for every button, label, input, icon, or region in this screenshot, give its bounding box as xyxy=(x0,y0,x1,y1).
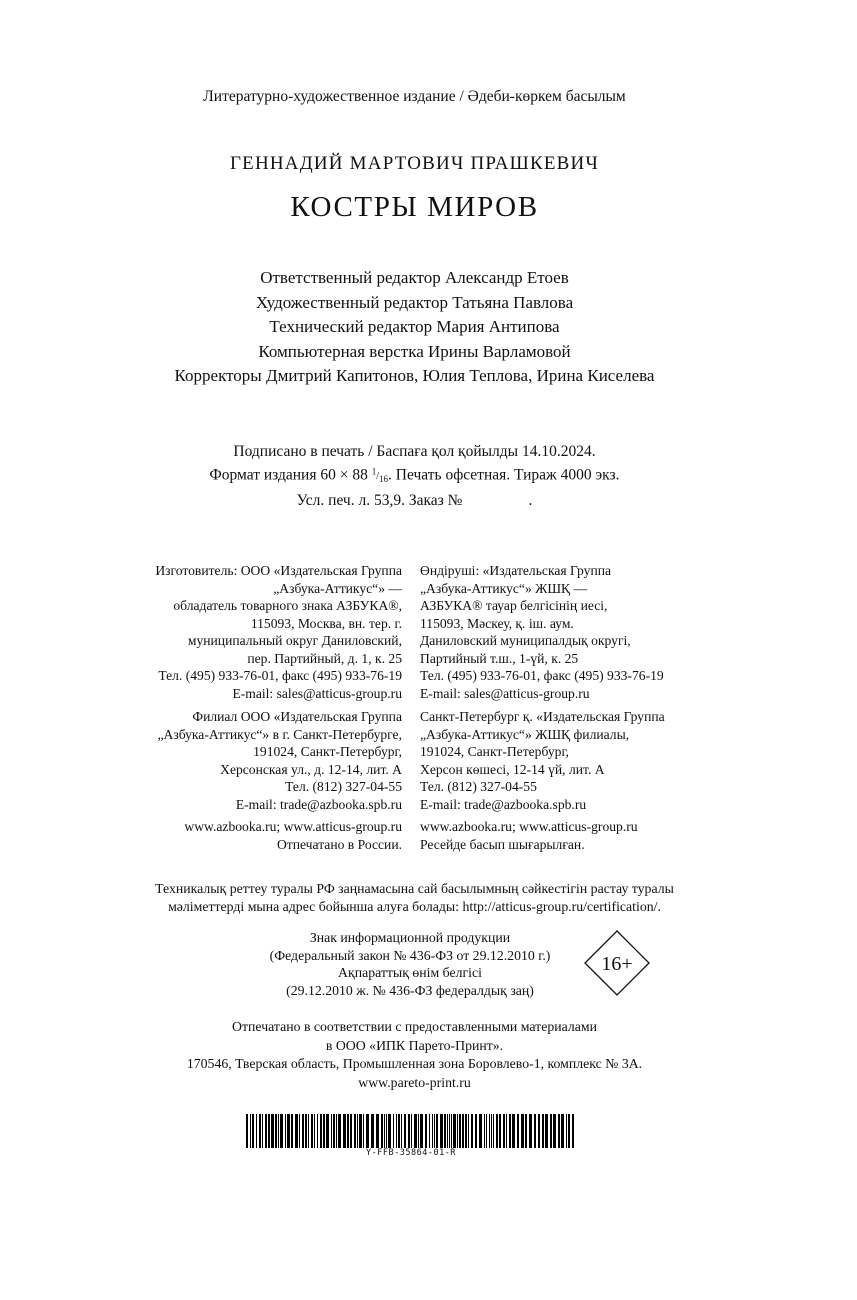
barcode-bar xyxy=(299,1114,300,1148)
barcode-bar xyxy=(568,1114,570,1148)
barcode-bar xyxy=(268,1114,270,1148)
barcode-bar xyxy=(386,1114,387,1148)
web-kz-line: Ресейде басып шығарылған. xyxy=(420,836,585,852)
web-kz-line: www.azbooka.ru; www.atticus-group.ru xyxy=(420,819,638,834)
barcode-bar xyxy=(538,1114,540,1148)
barcode-bar xyxy=(278,1114,279,1148)
branch-ru-line: 191024, Санкт-Петербург, xyxy=(253,744,402,759)
barcode-bar xyxy=(287,1114,290,1148)
barcode-bar xyxy=(411,1114,412,1148)
branch-ru-line: Тел. (812) 327-04-55 xyxy=(285,779,402,794)
barcode-bar xyxy=(545,1114,548,1148)
credits-block xyxy=(0,266,829,389)
barcode-bar xyxy=(521,1114,524,1148)
barcode-bar xyxy=(534,1114,536,1148)
format-denominator: 16 xyxy=(379,474,389,485)
manufacturer-kz-line: Тел. (495) 933-76-01, факс (495) 933-76-19 xyxy=(420,668,664,683)
barcode-bar xyxy=(262,1114,263,1148)
barcode-bar xyxy=(311,1114,313,1148)
barcode-bar xyxy=(343,1114,346,1148)
barcode-bar xyxy=(553,1114,556,1148)
manufacturer-ru-line: Тел. (495) 933-76-01, факс (495) 933-76-19 xyxy=(158,668,402,683)
barcode-bar xyxy=(517,1114,519,1148)
manufacturer-kz-line: АЗБУКА® тауар белгісінің иесі, xyxy=(420,598,608,613)
tech-regulation-line: мәліметтерді мына адрес бойынша алуға болады: http://atticus-group.ru/certification/. xyxy=(168,899,661,914)
branch-kz-line: Санкт-Петербург қ. «Издательская Группа xyxy=(420,709,665,724)
format-numerator: 1 xyxy=(371,467,377,477)
barcode-bar xyxy=(302,1114,304,1148)
branch-kz-line: 191024, Санкт-Петербург, xyxy=(420,744,569,759)
barcode-bar xyxy=(425,1114,427,1148)
manufacturer-ru-line: обладатель товарного знака АЗБУКА®, xyxy=(173,598,402,613)
barcode-bar xyxy=(496,1114,498,1148)
credit-line: Корректоры Дмитрий Капитонов, Юлия Теплова, Ирина Киселева xyxy=(174,366,655,385)
barcode-bar xyxy=(363,1114,364,1148)
barcode-bar xyxy=(371,1114,374,1148)
barcode-bar xyxy=(451,1114,452,1148)
barcode-bar xyxy=(493,1114,494,1148)
branch-ru-line: E-mail: trade@azbooka.spb.ru xyxy=(235,796,402,812)
barcode-bar xyxy=(366,1114,369,1148)
manufacturer-ru-line: Изготовитель: ООО «Издательская Группа xyxy=(155,563,402,578)
barcode-code: Y-FFB-35864-01-R xyxy=(366,1148,456,1158)
web-kz xyxy=(420,818,760,853)
order-end: . xyxy=(528,492,533,510)
barcode-bar xyxy=(317,1114,318,1148)
format-suffix: . Печать офсетная. Тираж 4000 экз. xyxy=(388,466,620,484)
manufacturer-ru-line: E-mail: sales@atticus-group.ru xyxy=(232,685,402,701)
branch-ru-line: „Азбука-Аттикус“» в г. Санкт-Петербурге, xyxy=(157,726,402,742)
printer-line: в ООО «ИПК Парето-Принт». xyxy=(325,1037,504,1053)
branch-kz-line: „Азбука-Аттикус“» ЖШҚ филиалы, xyxy=(420,726,630,742)
barcode-bar xyxy=(408,1114,410,1148)
book-title: КОСТРЫ МИРОВ xyxy=(290,191,539,223)
barcode-bar xyxy=(436,1114,438,1148)
barcode-bar xyxy=(398,1114,400,1148)
barcode-bar xyxy=(396,1114,397,1148)
edition-type: Литературно-художественное издание / Әдеби-көркем басылым xyxy=(203,88,626,105)
barcode-bar xyxy=(308,1114,309,1148)
info-sign-line: Ақпараттық өнім белгісі xyxy=(338,965,482,980)
barcode-bar xyxy=(388,1114,391,1148)
barcode-bar xyxy=(259,1114,261,1148)
printer-line: Отпечатано в соответствии с предоставленными материалами xyxy=(232,1019,597,1034)
barcode-bar xyxy=(542,1114,544,1148)
barcode-bar xyxy=(503,1114,505,1148)
manufacturer-ru xyxy=(60,562,402,702)
barcode-bar xyxy=(572,1114,574,1148)
manufacturer-kz-line: „Азбука-Аттикус“» ЖШҚ — xyxy=(420,580,588,596)
barcode-bar xyxy=(432,1114,433,1148)
barcode-bar xyxy=(295,1114,298,1148)
branch-kz-line: Херсон көшесі, 12-14 үй, лит. А xyxy=(420,761,605,777)
branch-ru-line: Херсонская ул., д. 12-14, лит. А xyxy=(220,761,402,777)
format-prefix: Формат издания 60 × 88 xyxy=(209,466,368,484)
credit-line: Художественный редактор Татьяна Павлова xyxy=(255,292,574,312)
barcode-bar xyxy=(489,1114,490,1148)
barcode-bar xyxy=(250,1114,251,1148)
barcode-bar xyxy=(561,1114,564,1148)
barcode-bar xyxy=(465,1114,467,1148)
barcode-bar xyxy=(447,1114,448,1148)
manufacturer-kz-line: Партийный т.ш., 1-үй, к. 25 xyxy=(420,650,579,666)
manufacturer-ru-line: „Азбука-Аттикус“» — xyxy=(273,580,402,596)
barcode-bar xyxy=(418,1114,419,1148)
barcode-bar xyxy=(479,1114,482,1148)
author-name: ГЕННАДИЙ МАРТОВИЧ ПРАШКЕВИЧ xyxy=(229,153,600,174)
barcode-bar xyxy=(468,1114,469,1148)
manufacturer-kz-line: Даниловский муниципалдық округі, xyxy=(420,633,631,648)
barcode-bar xyxy=(449,1114,450,1148)
barcode-bar xyxy=(484,1114,485,1148)
branch-ru-line: Филиал ООО «Издательская Группа xyxy=(192,709,402,724)
info-sign xyxy=(240,929,580,999)
manufacturer-kz xyxy=(420,562,760,702)
barcode-bar xyxy=(305,1114,307,1148)
barcode-bar xyxy=(401,1114,402,1148)
barcode-bar xyxy=(429,1114,430,1148)
barcode-bar xyxy=(271,1114,274,1148)
barcode-bar xyxy=(558,1114,560,1148)
printer-info xyxy=(0,1018,829,1092)
barcode-bar xyxy=(509,1114,511,1148)
barcode-bar xyxy=(444,1114,446,1148)
barcode-bar xyxy=(338,1114,341,1148)
age-rating-text: 16+ xyxy=(601,953,633,975)
barcode-bar xyxy=(414,1114,417,1148)
info-sign-line: (29.12.2010 ж. № 436-ФЗ федералдық заң) xyxy=(286,982,534,998)
barcode-bar xyxy=(491,1114,492,1148)
barcode-bar xyxy=(331,1114,332,1148)
barcode-bar xyxy=(320,1114,322,1148)
barcode-bar xyxy=(384,1114,385,1148)
barcode-bar xyxy=(486,1114,487,1148)
barcode-bar xyxy=(529,1114,532,1148)
barcode-bar xyxy=(323,1114,325,1148)
barcode-bar xyxy=(457,1114,458,1148)
web-ru-line: www.azbooka.ru; www.atticus-group.ru xyxy=(184,819,402,834)
barcode-bar xyxy=(347,1114,349,1148)
format-fraction: $^1/_{16}$ xyxy=(371,467,389,485)
info-sign-line: (Федеральный закон № 436-ФЗ от 29.12.2010 г.) xyxy=(269,947,551,963)
barcode-bar xyxy=(285,1114,286,1148)
barcode-bar xyxy=(393,1114,394,1148)
tech-regulation-line: Техникалық реттеу туралы РФ заңнамасына сай басылымның сәйкестігін растау туралы xyxy=(155,881,674,896)
barcode-bar xyxy=(314,1114,315,1148)
barcode-bar xyxy=(275,1114,277,1148)
barcode-bar xyxy=(280,1114,283,1148)
barcode-bar xyxy=(252,1114,254,1148)
order-line xyxy=(0,490,829,511)
barcode-bar xyxy=(459,1114,461,1148)
barcode-bar xyxy=(354,1114,356,1148)
barcode-bar xyxy=(566,1114,567,1148)
barcode-bar xyxy=(404,1114,406,1148)
manufacturer-kz-line: E-mail: sales@atticus-group.ru xyxy=(420,685,590,701)
manufacturer-kz-line: Өндіруші: «Издательская Группа xyxy=(420,563,612,578)
order-label: Усл. печ. л. 53,9. Заказ № xyxy=(296,492,463,510)
barcode-bar xyxy=(550,1114,552,1148)
barcode-bar xyxy=(434,1114,435,1148)
branch-kz-line: E-mail: trade@azbooka.spb.ru xyxy=(420,796,587,812)
barcode-bar xyxy=(440,1114,443,1148)
info-sign-line: Знак информационной продукции xyxy=(309,930,511,945)
barcode-icon xyxy=(246,1114,576,1148)
barcode-bar xyxy=(336,1114,337,1148)
manufacturer-ru-line: муниципальный округ Даниловский, xyxy=(187,633,402,648)
barcode-bar xyxy=(326,1114,329,1148)
printer-line: 170546, Тверская область, Промышленная зона Боровлево-1, комплекс № 3А. xyxy=(186,1056,643,1071)
manufacturer-ru-line: пер. Партийный, д. 1, к. 25 xyxy=(247,650,402,666)
barcode-bar xyxy=(359,1114,362,1148)
printer-line: www.pareto-print.ru xyxy=(358,1074,471,1090)
signed-line: Подписано в печать / Баспаға қол қойылды 14.10.2024. xyxy=(233,443,596,460)
branch-kz-line: Тел. (812) 327-04-55 xyxy=(420,779,537,794)
barcode-bar xyxy=(506,1114,507,1148)
age-rating-badge xyxy=(584,930,650,996)
barcode-bar xyxy=(471,1114,473,1148)
barcode-bar xyxy=(462,1114,464,1148)
barcode-bar xyxy=(525,1114,527,1148)
branch-ru xyxy=(60,708,402,813)
barcode-bar xyxy=(381,1114,383,1148)
tech-regulation xyxy=(0,880,829,916)
barcode-bar xyxy=(499,1114,501,1148)
credit-line: Ответственный редактор Александр Етоев xyxy=(260,268,569,287)
manufacturer-kz-line: 115093, Мәскеу, қ. іш. аум. xyxy=(420,615,574,631)
credit-line: Технический редактор Мария Антипова xyxy=(269,317,560,336)
branch-kz xyxy=(420,708,760,813)
barcode-bar xyxy=(420,1114,423,1148)
web-ru xyxy=(60,818,402,853)
barcode-bar xyxy=(246,1114,248,1148)
barcode-bar xyxy=(333,1114,335,1148)
web-ru-line: Отпечатано в России. xyxy=(276,836,402,852)
print-info-block xyxy=(0,441,829,511)
barcode-bar xyxy=(265,1114,267,1148)
barcode-bar xyxy=(291,1114,293,1148)
barcode-bar xyxy=(512,1114,515,1148)
barcode-bar xyxy=(350,1114,352,1148)
barcode-bar xyxy=(453,1114,456,1148)
manufacturer-ru-line: 115093, Москва, вн. тер. г. xyxy=(250,615,402,631)
barcode-bar xyxy=(475,1114,477,1148)
barcode-bar xyxy=(256,1114,257,1148)
barcode-bar xyxy=(357,1114,358,1148)
credit-line: Компьютерная верстка Ирины Варламовой xyxy=(258,341,571,361)
barcode-bar xyxy=(376,1114,379,1148)
format-line xyxy=(0,462,829,490)
